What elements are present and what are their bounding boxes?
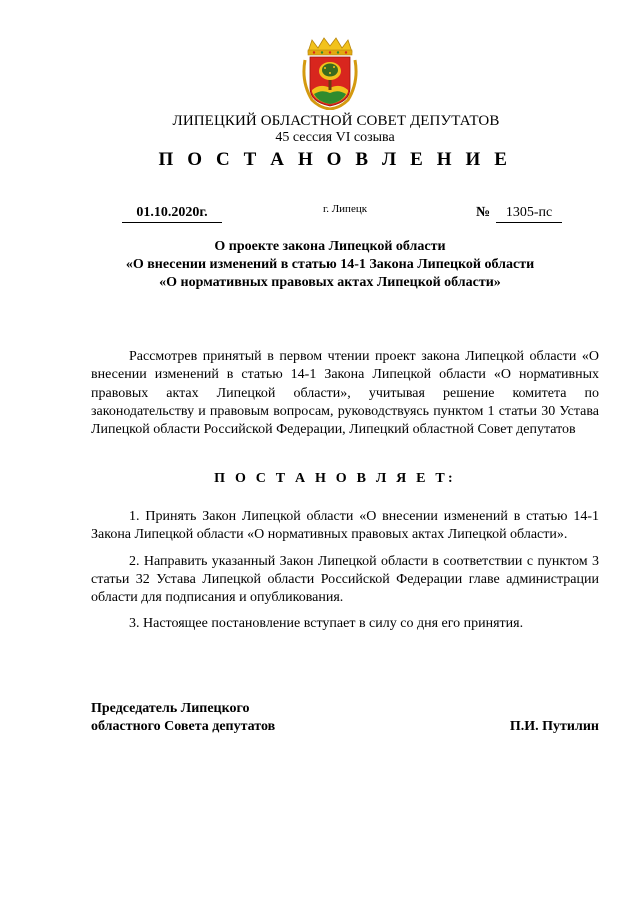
title-line: О проекте закона Липецкой области (214, 239, 446, 254)
signatory-name: П.И. Путилин (509, 719, 599, 734)
resolution-item: 2. Направить указанный Закон Липецкой области в соответствии с пунктом 3 статьи 32 Устава Липецкой области Российской Федерации главе администрации области для подписания и опубликования. (91, 553, 599, 606)
session-line: 45 сессия VI созыва (275, 130, 395, 145)
resolution-item: 3. Настоящее постановление вступает в силу со дня его принятия. (129, 616, 524, 632)
number-sign: № (476, 205, 491, 220)
signatory-title-line: областного Совета депутатов (91, 719, 276, 734)
document-number: 1305-пс (496, 204, 562, 223)
document-date: 01.10.2020г. (122, 204, 222, 223)
document-city: г. Липецк (322, 203, 368, 215)
document-type-heading: П О С Т А Н О В Л Е Н И Е (158, 149, 512, 170)
organization-name: ЛИПЕЦКИЙ ОБЛАСТНОЙ СОВЕТ ДЕПУТАТОВ (172, 113, 500, 129)
coat-of-arms-icon (300, 36, 360, 110)
title-line: «О нормативных правовых актах Липецкой области» (159, 275, 501, 290)
resolves-heading: П О С Т А Н О В Л Я Е Т: (214, 471, 456, 486)
document-title (60, 238, 600, 292)
signatory-title-line: Председатель Липецкого (91, 701, 250, 716)
signature-block (91, 700, 599, 736)
resolution-item: 1. Принять Закон Липецкой области «О внесении изменений в статью 14-1 Закона Липецкой области «О нормативных правовых актах Липецкой области». (91, 509, 599, 543)
preamble-paragraph: Рассмотрев принятый в первом чтении проект закона Липецкой области «О внесении изменений в статью 14-1 Закона Липецкой области «О нормативных правовых актах Липецкой области», учитывая решение комитета по законодательству и правовым вопросам, руководствуясь пунктом 1 статьи 30 Устава Липецкой области Российской Федерации, Липецкий областной Совет депутатов (91, 349, 599, 438)
title-line: «О внесении изменений в статью 14-1 Закона Липецкой области (125, 257, 535, 272)
resolution-items (91, 508, 599, 642)
